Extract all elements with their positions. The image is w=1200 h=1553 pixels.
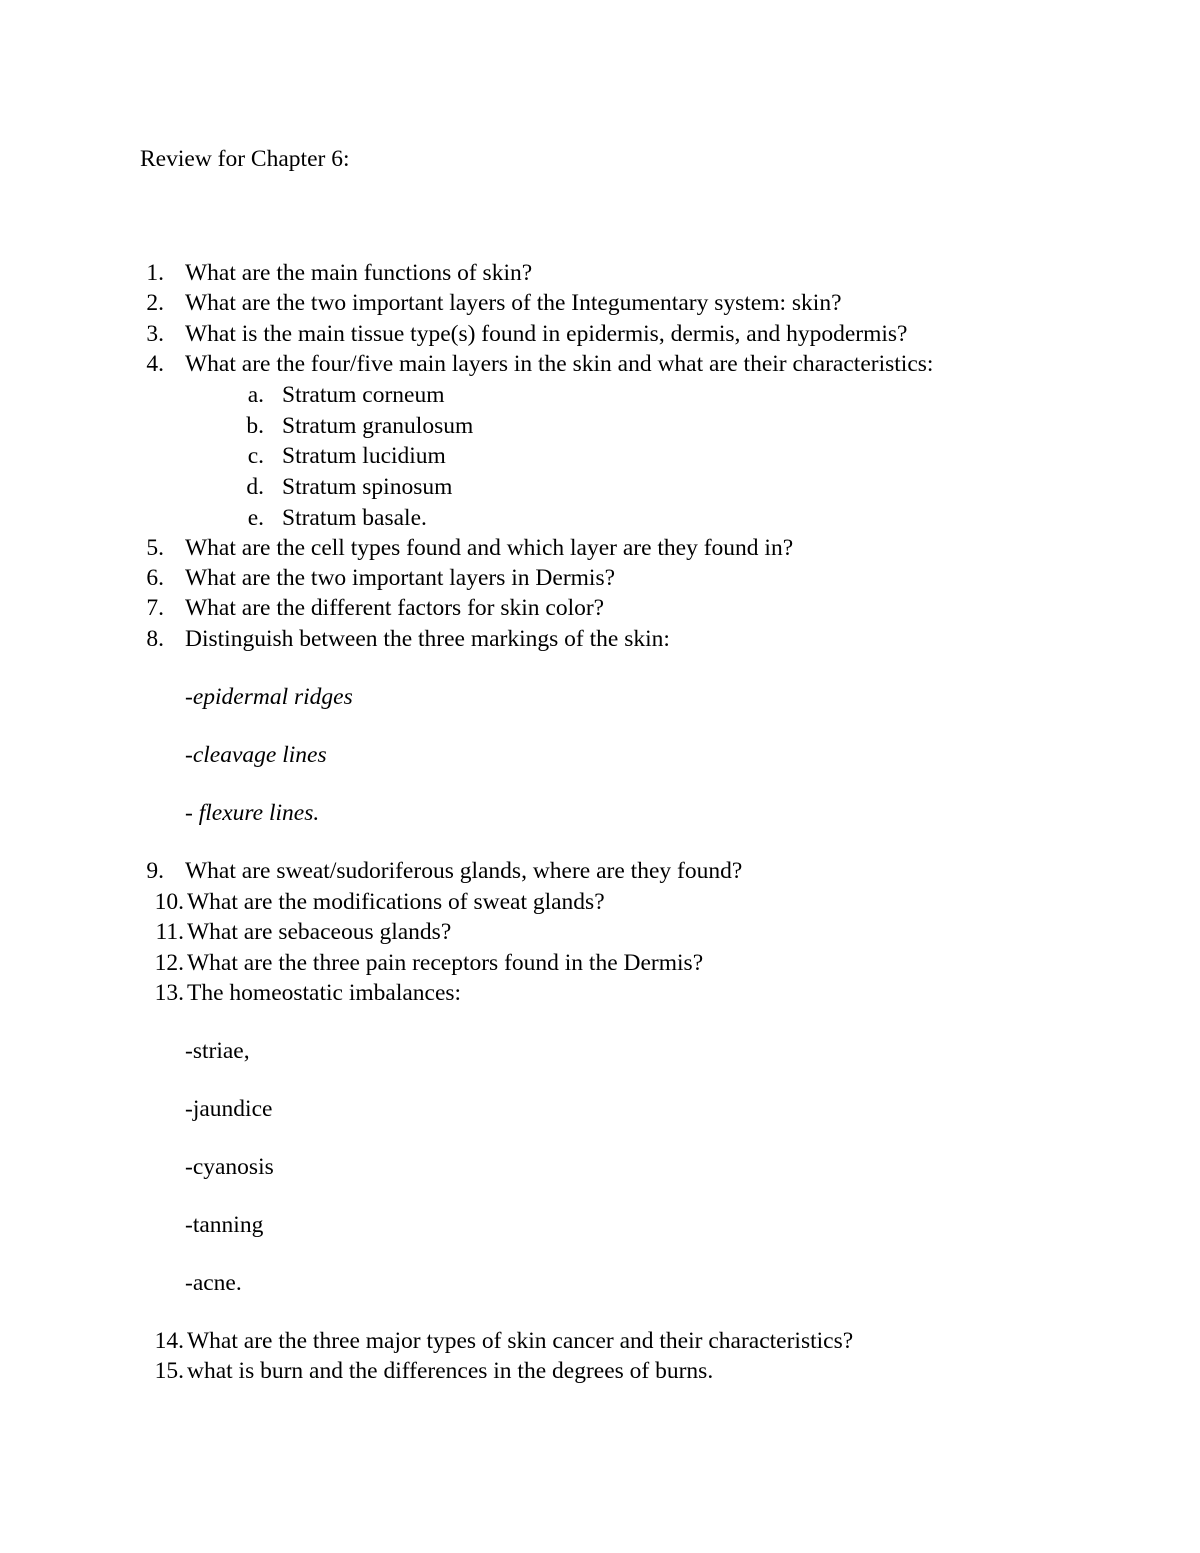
question-number: 13.	[154, 980, 184, 1006]
marking-prefix: -	[185, 742, 193, 768]
question-number: 6.	[146, 565, 164, 591]
question-number: 12.	[154, 950, 184, 976]
marking-prefix: -	[185, 800, 199, 826]
sublist-letter: e.	[247, 505, 264, 531]
list-item: -jaundice	[185, 1096, 273, 1122]
question-text: What are the main functions of skin?	[185, 260, 533, 286]
question-number: 11.	[155, 919, 184, 945]
list-item: -tanning	[185, 1212, 264, 1238]
question-text: What are the three pain receptors found in the Dermis?	[187, 950, 704, 976]
marking-text: cleavage lines	[192, 742, 327, 768]
question-text: What are the different factors for skin color?	[185, 595, 605, 621]
list-item: -cyanosis	[185, 1154, 274, 1180]
question-number: 2.	[146, 290, 164, 316]
question-text: The homeostatic imbalances:	[187, 980, 462, 1006]
question-text: What are the two important layers of the Integumentary system: skin?	[185, 290, 842, 316]
question-text: What are the cell types found and which layer are they found in?	[185, 535, 794, 561]
sublist-letter: d.	[246, 474, 264, 500]
question-text: What is the main tissue type(s) found in epidermis, dermis, and hypodermis?	[185, 321, 908, 347]
sublist-text: Stratum corneum	[282, 382, 445, 408]
question-number: 8.	[146, 626, 164, 652]
question-number: 9.	[146, 858, 164, 884]
list-item	[185, 740, 327, 770]
question-number: 3.	[146, 321, 164, 347]
question-text: What are sebaceous glands?	[187, 919, 452, 945]
question-text: Distinguish between the three markings of the skin:	[185, 626, 670, 652]
sublist-letter: a.	[247, 382, 264, 408]
question-number: 7.	[146, 595, 164, 621]
sublist-letter: c.	[247, 443, 264, 469]
sublist-text: Stratum lucidium	[282, 443, 446, 469]
list-item	[185, 798, 319, 828]
document-title: Review for Chapter 6:	[140, 146, 350, 172]
question-number: 4.	[146, 351, 164, 377]
sublist-text: Stratum granulosum	[282, 413, 474, 439]
question-text: What are the modifications of sweat glands?	[187, 889, 605, 915]
question-text: What are the three major types of skin cancer and their characteristics?	[187, 1328, 854, 1354]
question-number: 5.	[146, 535, 164, 561]
question-number: 10.	[154, 889, 184, 915]
question-text: What are the four/five main layers in the skin and what are their characteristics:	[185, 351, 934, 377]
question-text: what is burn and the differences in the degrees of burns.	[187, 1358, 714, 1384]
marking-prefix: -	[185, 684, 193, 710]
question-text: What are the two important layers in Dermis?	[185, 565, 616, 591]
sublist-letter: b.	[246, 413, 264, 439]
marking-text: flexure lines.	[198, 800, 320, 826]
sublist-text: Stratum spinosum	[282, 474, 453, 500]
marking-text: epidermal ridges	[192, 684, 353, 710]
question-text: What are sweat/sudoriferous glands, where are they found?	[185, 858, 743, 884]
list-item: -acne.	[185, 1270, 242, 1296]
question-number: 1.	[146, 260, 164, 286]
list-item	[185, 682, 353, 712]
question-number: 15.	[154, 1358, 184, 1384]
sublist-text: Stratum basale.	[282, 505, 427, 531]
list-item: -striae,	[185, 1038, 250, 1064]
question-number: 14.	[154, 1328, 184, 1354]
